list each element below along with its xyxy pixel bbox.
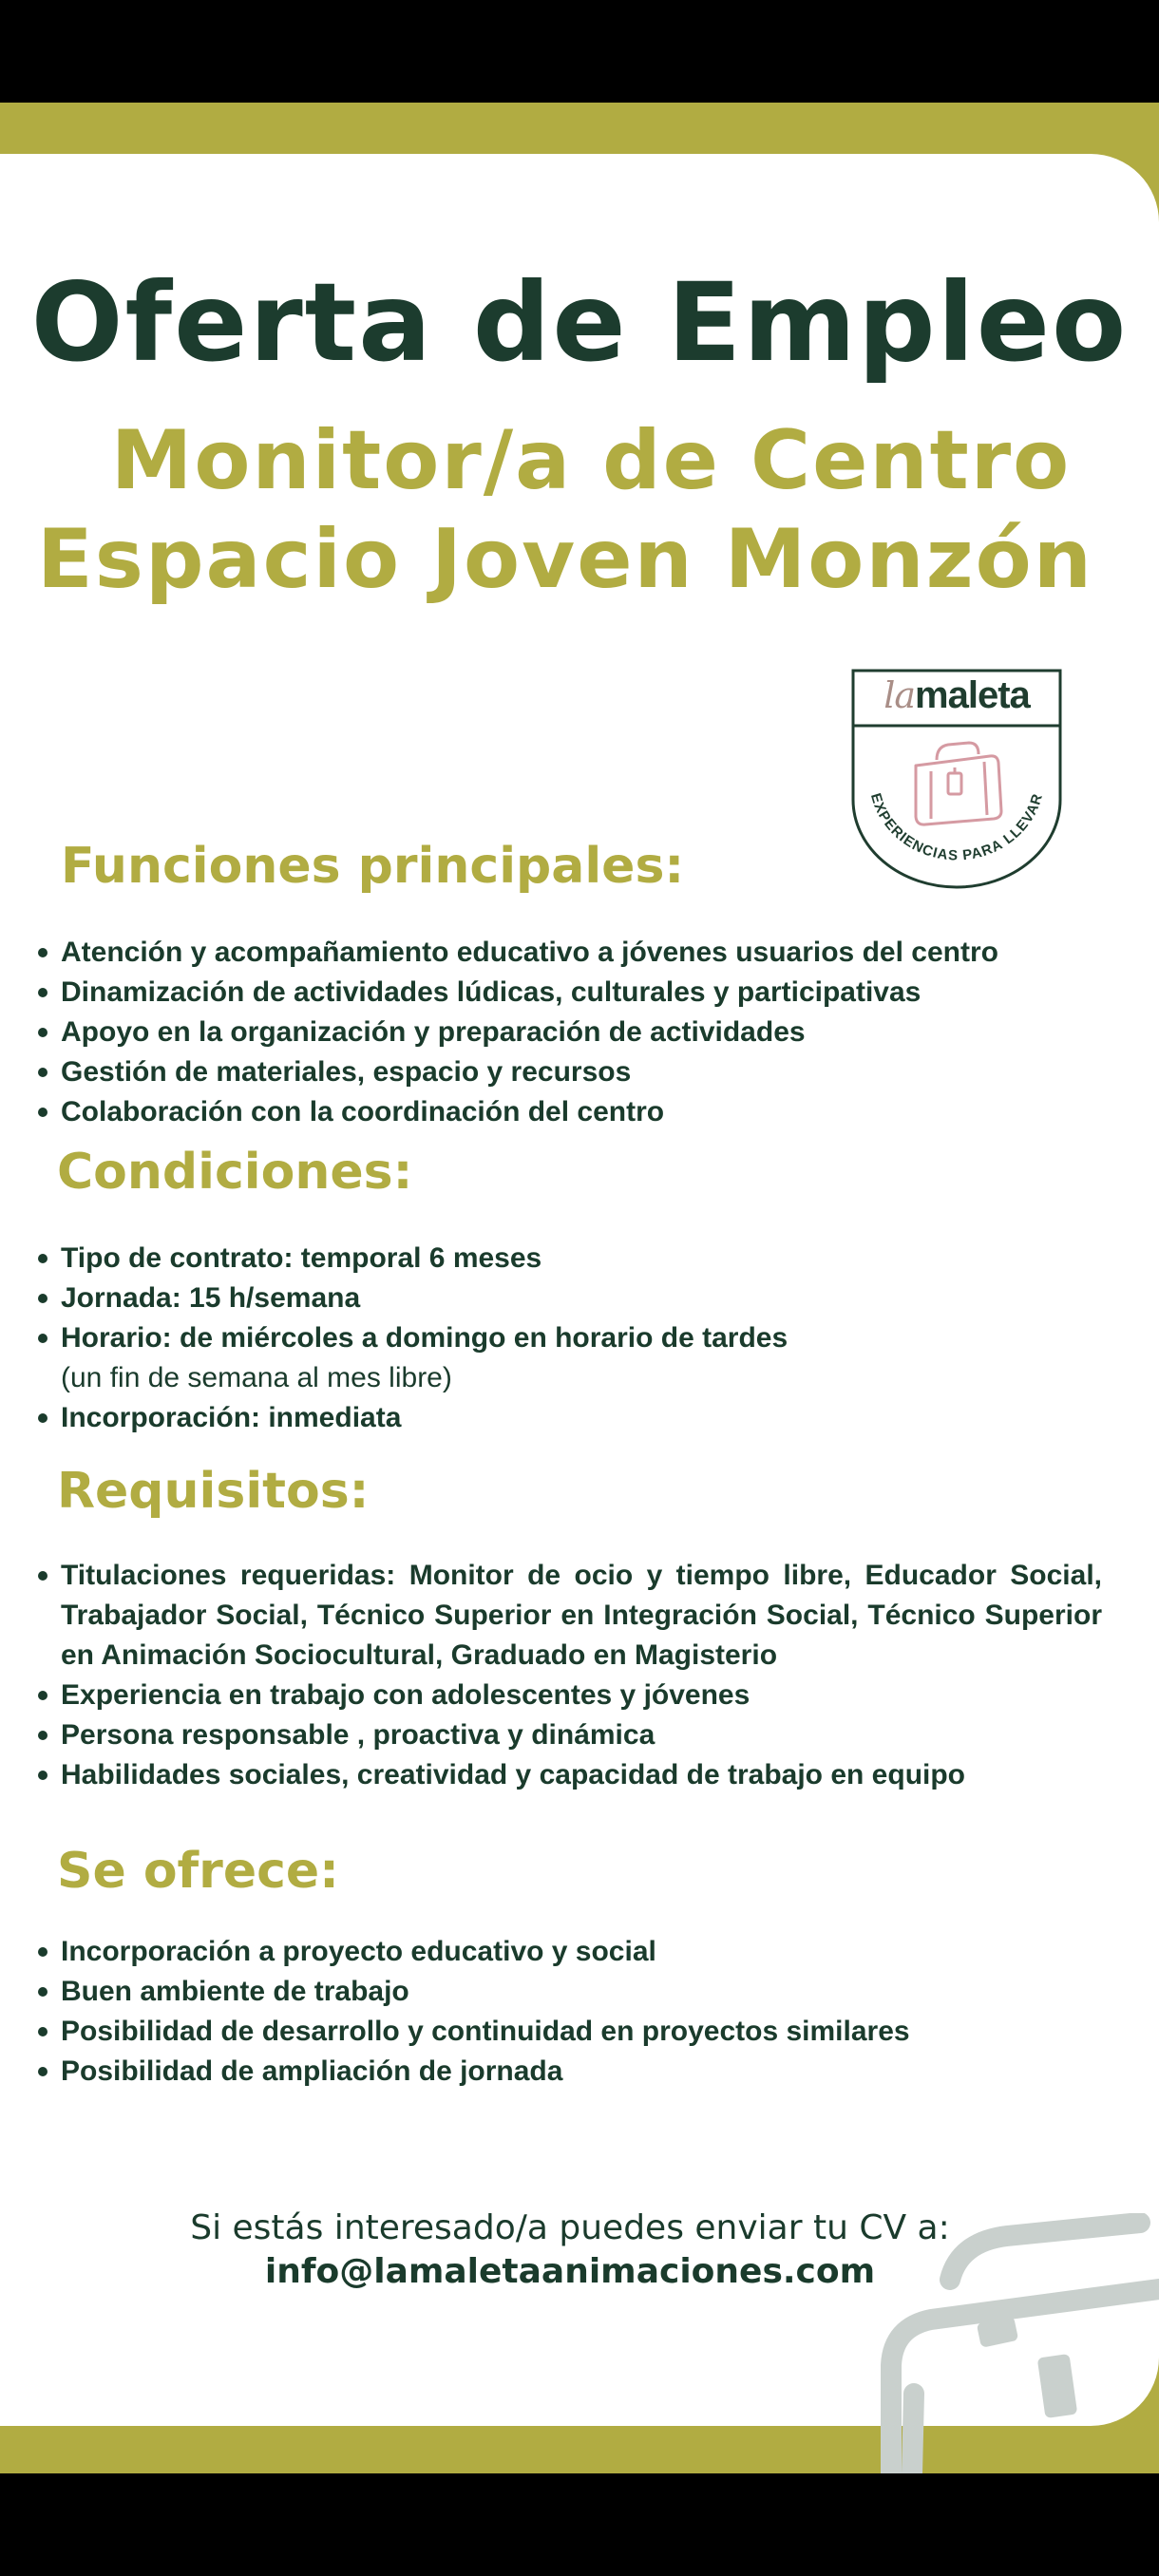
list-item: Experiencia en trabajo con adolescentes y jóvenes: [38, 1676, 1102, 1715]
list-item: Titulaciones requeridas: Monitor de ocio y tiempo libre, Educador Social, Trabajador Social, Técnico Superior en Integración Social, Técnico Superior en Animación Sociocultural, Graduado en Magisterio: [38, 1556, 1102, 1676]
logo-wordmark: [853, 674, 1060, 722]
contact-intro: Si estás interesado/a puedes enviar tu CV a:: [190, 2208, 950, 2247]
list-item: Incorporación a proyecto educativo y social: [38, 1932, 1102, 1972]
funciones-list: [38, 933, 1102, 1132]
list-item: Colaboración con la coordinación del centro: [38, 1092, 1102, 1132]
la-maleta-logo: [849, 667, 1064, 891]
list-item: Incorporación: inmediata: [38, 1398, 1102, 1438]
list-item: Apoyo en la organización y preparación de actividades: [38, 1013, 1102, 1052]
horario-note: (un fin de semana al mes libre): [61, 1362, 452, 1393]
list-item: Habilidades sociales, creatividad y capacidad de trabajo en equipo: [38, 1755, 1102, 1795]
list-item-horario: [38, 1318, 1102, 1398]
bottom-black-bar: [0, 2473, 1159, 2576]
job-location: Espacio Joven Monzón: [37, 512, 1093, 607]
condiciones-list: [38, 1239, 1102, 1438]
list-item: Persona responsable , proactiva y dinámica: [38, 1715, 1102, 1755]
ofrece-list: [38, 1932, 1102, 2092]
logo-prefix: la: [884, 674, 916, 716]
list-item: Jornada: 15 h/semana: [38, 1279, 1102, 1318]
list-item: Posibilidad de ampliación de jornada: [38, 2052, 1102, 2092]
funciones-heading: Funciones principales:: [61, 838, 685, 895]
contact-email[interactable]: info@lamaletaanimaciones.com: [264, 2252, 876, 2291]
logo-tagline: EXPERIENCIAS PARA LLEVAR: [866, 791, 1047, 864]
list-item: Gestión de materiales, espacio y recursos: [38, 1052, 1102, 1092]
page-title: Oferta de Empleo: [30, 259, 1129, 386]
list-item: Atención y acompañamiento educativo a jóvenes usuarios del centro: [38, 933, 1102, 973]
requisitos-list: [38, 1556, 1102, 1795]
job-title: Monitor/a de Centro: [110, 413, 1072, 508]
top-black-bar: [0, 0, 1159, 103]
horario-text: Horario: de miércoles a domingo en horario de tardes: [61, 1322, 788, 1354]
condiciones-heading: Condiciones:: [57, 1144, 413, 1201]
ofrece-heading: Se ofrece:: [57, 1843, 339, 1900]
poster-card: [0, 154, 1159, 2426]
requisitos-heading: Requisitos:: [57, 1463, 370, 1520]
list-item: Dinamización de actividades lúdicas, culturales y participativas: [38, 973, 1102, 1013]
list-item: Posibilidad de desarrollo y continuidad en proyectos similares: [38, 2012, 1102, 2052]
logo-name: maleta: [915, 674, 1030, 716]
list-item: Buen ambiente de trabajo: [38, 1972, 1102, 2012]
list-item: Tipo de contrato: temporal 6 meses: [38, 1239, 1102, 1279]
